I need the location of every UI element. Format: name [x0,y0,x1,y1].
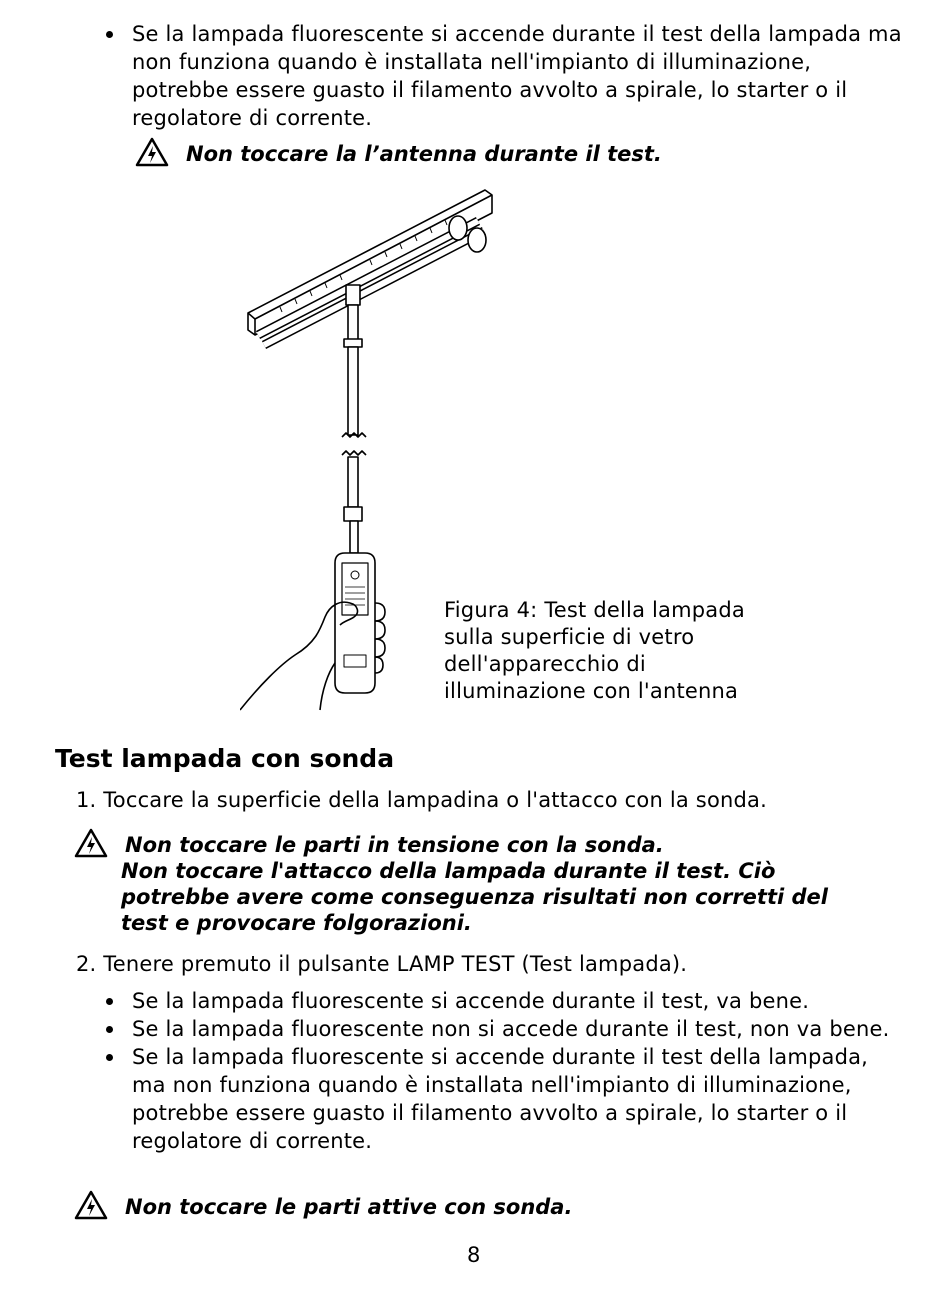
list-item: Se la lampada fluorescente si accende durante il test, va bene. [104,987,904,1015]
warning-probe [121,832,881,936]
list-item: Se la lampada fluorescente non si accede durante il test, non va bene. [104,1015,904,1043]
warning-probe-line-1: Non toccare le parti in tensione con la sonda. [125,833,664,857]
section-title: Test lampada con sonda [55,744,395,773]
electric-shock-warning-icon [135,137,169,167]
warning-antenna: Non toccare la l’antenna durante il test. [186,142,662,166]
electric-shock-warning-icon [74,1190,108,1220]
warning-probe-line-2: Non toccare l'attacco della lampada durante il test. Ciò potrebbe avere come conseguenza risultati non corretti del test e provocare folgorazioni. [121,859,828,935]
intro-bullet-list [104,20,904,132]
page-number: 8 [467,1243,481,1267]
warning-final: Non toccare le parti attive con sonda. [125,1195,573,1219]
step2-bullet-list [104,987,904,1155]
step-1: 1. Toccare la superficie della lampadina o l'attacco con la sonda. [76,788,767,812]
list-item: Se la lampada fluorescente si accende durante il test della lampada ma non funziona quando è installata nell'impianto di illuminazione, potrebbe essere guasto il filamento avvolto a spirale, lo starter o il regolatore di corrente. [104,20,904,132]
step-2: 2. Tenere premuto il pulsante LAMP TEST (Test lampada). [76,952,688,976]
electric-shock-warning-icon [74,828,108,858]
list-item: Se la lampada fluorescente si accende durante il test della lampada, ma non funziona quando è installata nell'impianto di illuminazione, potrebbe essere guasto il filamento avvolto a spirale, lo starter o il regolatore di corrente. [104,1043,904,1155]
figure-caption: Figura 4: Test della lampada sulla superficie di vetro dell'apparecchio di illuminazione con l'antenna [444,598,745,703]
